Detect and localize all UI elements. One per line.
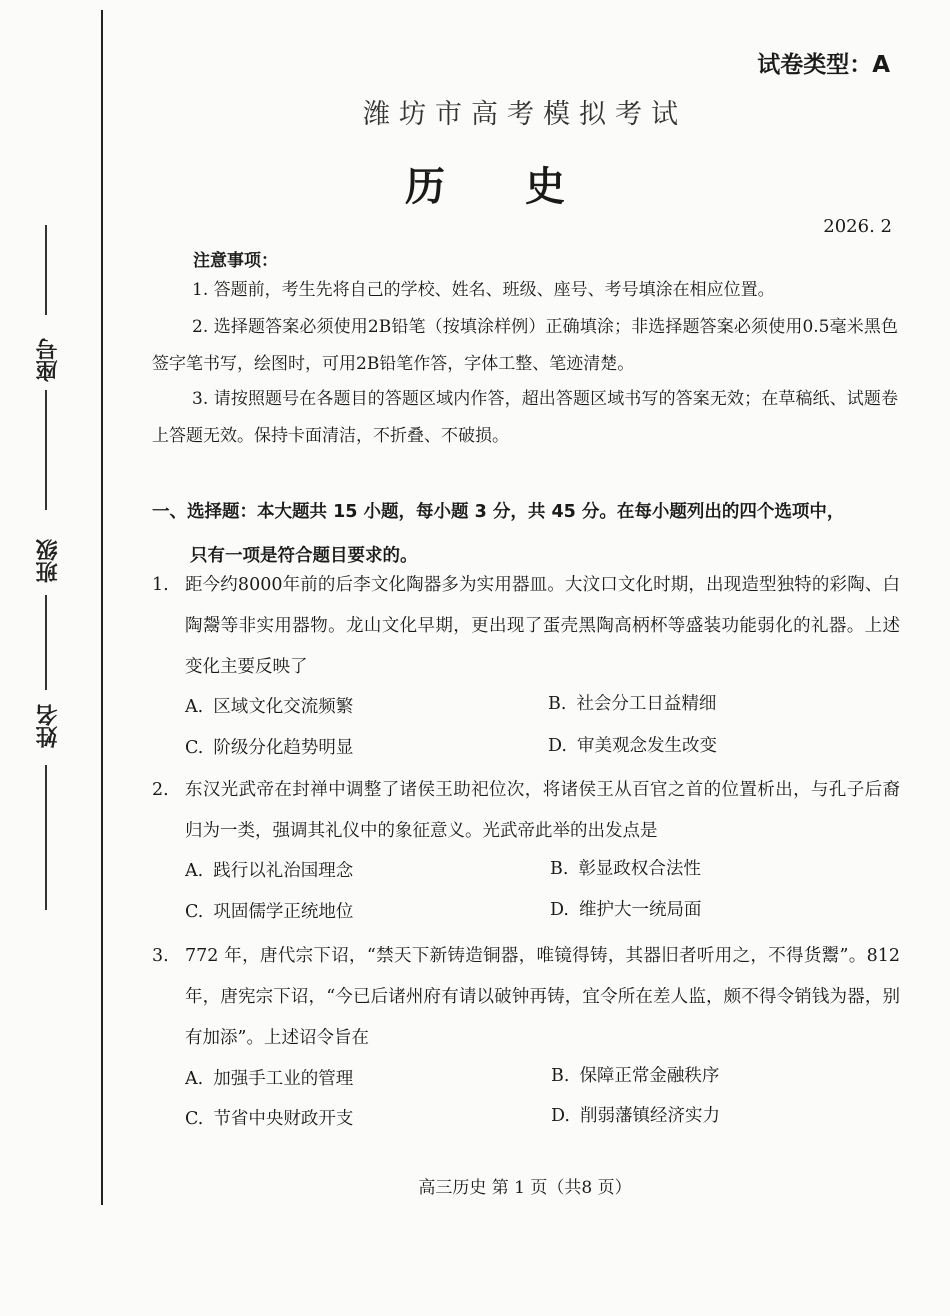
note-item-1: 1. 答题前，考生先将自己的学校、姓名、班级、座号、考号填涂在相应位置。 [192, 280, 775, 300]
q1-option-c[interactable] [185, 734, 353, 762]
notes-heading: 注意事项： [193, 251, 278, 271]
question-text: 东汉光武帝在封禅中调整了诸侯王助祀位次，将诸侯王从百官之首的位置析出，与孔子后裔归为一类，强调其礼仪中的象征意义。光武帝此举的出发点是 [185, 780, 900, 841]
option-text: 节省中央财政开支 [213, 1109, 354, 1129]
section-heading-line2: 只有一项是符合题目要求的。 [190, 546, 418, 566]
option-label: A. [185, 861, 204, 881]
exam-title: 潍坊市高考模拟考试 [363, 99, 687, 130]
option-label: A. [185, 1069, 204, 1089]
option-text: 践行以礼治国理念 [213, 861, 354, 881]
page-footer: 高三历史 第 1 页（共8 页） [418, 1178, 632, 1198]
name-label-partial: 姓名 [36, 704, 61, 748]
option-label: D. [548, 736, 567, 756]
option-label: B. [548, 694, 567, 714]
question-text: 772 年，唐代宗下诏，“禁天下新铸造铜器，唯镜得铸，其器旧者听用之，不得货鬻”。812 年，唐宪宗下诏，“今已后诸州府有请以破钟再铸，宜令所在差人监，颇不得令销钱为器，别有加添”。上述诏令旨在 [185, 946, 900, 1048]
q3-option-d[interactable] [551, 1102, 720, 1130]
question-3-stem [152, 936, 900, 1059]
q2-option-c[interactable] [185, 898, 353, 926]
question-number: 1. [152, 575, 169, 595]
q2-option-a[interactable] [185, 857, 353, 885]
q1-option-d[interactable] [548, 732, 717, 760]
section-heading-line1: 一、选择题：本大题共 15 小题，每小题 3 分，共 45 分。在每小题列出的四个选项中， [152, 502, 845, 522]
class-label: 班级 [36, 539, 61, 583]
seat-label: 座号 [36, 338, 61, 382]
q3-option-b[interactable] [551, 1062, 719, 1090]
question-1-stem [152, 565, 900, 688]
q3-option-c[interactable] [185, 1105, 353, 1133]
option-label: C. [185, 738, 204, 758]
option-label: C. [185, 902, 204, 922]
q2-option-b[interactable] [550, 855, 701, 883]
note-item-2: 2. 选择题答案必须使用2B铅笔（按填涂样例）正确填涂；非选择题答案必须使用0.5毫米黑色签字笔书写，绘图时，可用2B铅笔作答，字体工整、笔迹清楚。 [152, 317, 898, 374]
q3-option-a[interactable] [185, 1065, 353, 1093]
option-label: B. [551, 1066, 570, 1086]
option-text: 区域文化交流频繁 [213, 697, 354, 717]
option-label: A. [185, 697, 204, 717]
option-label: D. [550, 900, 569, 920]
question-2-stem [152, 770, 900, 852]
option-text: 巩固儒学正统地位 [213, 902, 354, 922]
note-item-3: 3. 请按照题号在各题目的答题区域内作答，超出答题区域书写的答案无效；在草稿纸、试题卷上答题无效。保持卡面清洁，不折叠、不破损。 [152, 389, 898, 446]
option-text: 削弱藩镇经济实力 [579, 1106, 720, 1126]
q2-option-d[interactable] [550, 896, 701, 924]
question-number: 2. [152, 780, 169, 800]
seat-fill-line [45, 225, 47, 315]
option-label: D. [551, 1106, 570, 1126]
option-text: 阶级分化趋势明显 [213, 738, 354, 758]
option-text: 保障正常金融秩序 [579, 1066, 720, 1086]
subject-title: 历史 [405, 164, 645, 210]
option-label: B. [550, 859, 569, 879]
exam-date: 2026. 2 [823, 216, 892, 237]
option-text: 审美观念发生改变 [576, 736, 717, 756]
option-text: 加强手工业的管理 [213, 1069, 354, 1089]
question-number: 3. [152, 946, 169, 966]
question-text: 距今约8000年前的后李文化陶器多为实用器皿。大汶口文化时期，出现造型独特的彩陶、白陶鬶等非实用器物。龙山文化早期，更出现了蛋壳黑陶高柄杯等盛装功能弱化的礼器。上述变化主要反映了 [185, 575, 900, 677]
class-fill-line-bottom [45, 595, 47, 690]
paper-type: 试卷类型：A [757, 52, 890, 78]
option-text: 彰显政权合法性 [578, 859, 701, 879]
option-text: 维护大一统局面 [578, 900, 702, 920]
name-fill-line [45, 765, 47, 910]
class-fill-line-top [45, 390, 47, 510]
q1-option-b[interactable] [548, 690, 716, 718]
q1-option-a[interactable] [185, 693, 353, 721]
option-text: 社会分工日益精细 [576, 694, 717, 714]
option-label: C. [185, 1109, 204, 1129]
